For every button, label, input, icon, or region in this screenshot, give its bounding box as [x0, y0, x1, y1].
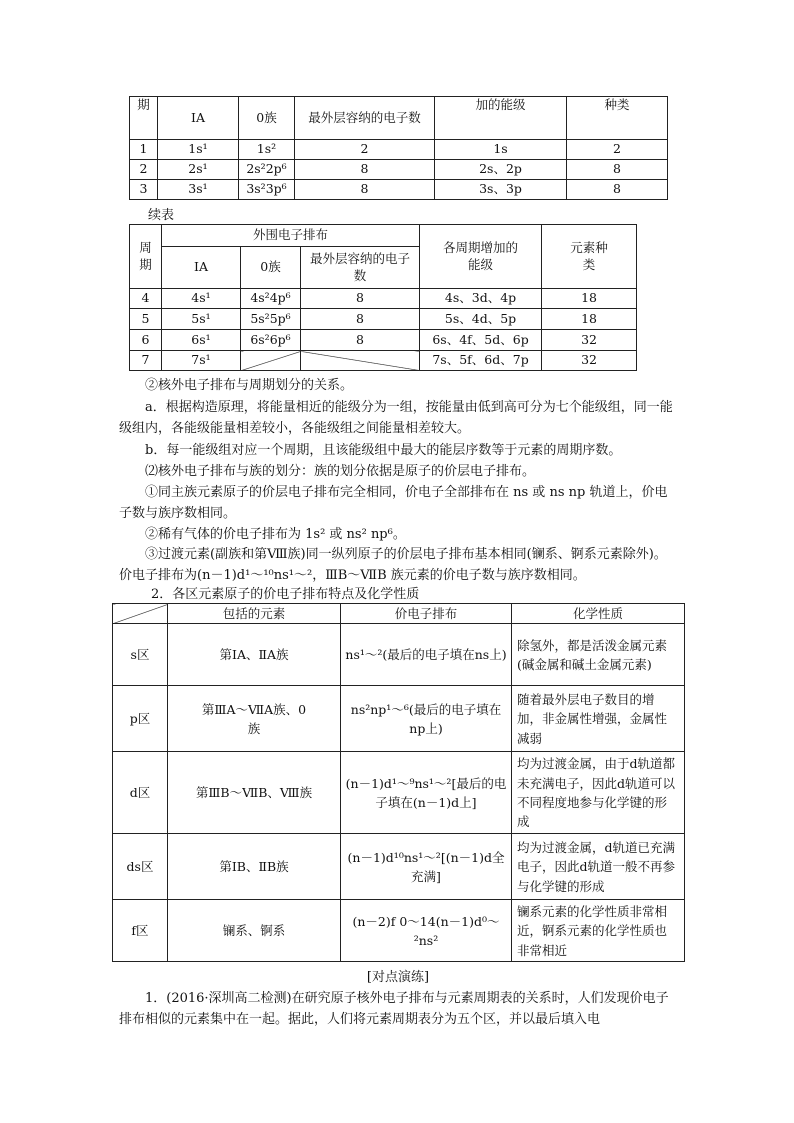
- table-row: [130, 140, 668, 160]
- header-period: 期: [130, 97, 158, 140]
- header-kinds: 种类: [567, 97, 668, 140]
- paragraph: ②核外电子排布与周期划分的关系。: [145, 378, 354, 393]
- header-group0: 0族: [239, 97, 295, 140]
- table-cell: 2: [567, 140, 668, 160]
- header-kinds: 元素种类: [542, 225, 637, 289]
- table-cell: 3s¹: [158, 180, 239, 200]
- paragraph: ②稀有气体的价电子排布为 1s² 或 ns² np⁶。: [145, 527, 406, 542]
- period-table-part2: [129, 224, 637, 371]
- table-cell: 8: [567, 180, 668, 200]
- paragraph: ⑵核外电子排布与族的划分：族的划分依据是原子的价层电子排布。: [145, 464, 536, 479]
- table-cell: 4s²4p⁶: [241, 289, 301, 309]
- practice-heading: [对点演练]: [366, 970, 430, 985]
- table-cell: ns²np¹～⁶(最后的电子填在np上): [341, 686, 512, 752]
- table-cell: 2s¹: [158, 160, 239, 180]
- table-cell: 7s、5f、6d、7p: [420, 351, 542, 371]
- table-cell: f区: [113, 900, 168, 962]
- table-cell: 第ⅠB、ⅡB族: [168, 834, 341, 900]
- header-chemical-props: 化学性质: [512, 604, 685, 624]
- header-elements: 包括的元素: [168, 604, 341, 624]
- table-cell: 3s、3p: [435, 180, 567, 200]
- table-cell: 2: [295, 140, 435, 160]
- table-cell: 6s²6p⁶: [241, 330, 301, 351]
- table-cell: 均为过渡金属，d轨道已充满电子，因此d轨道一般不再参与化学键的形成: [512, 834, 685, 900]
- empty-diagonal-cell: [241, 351, 301, 371]
- table-row: [130, 180, 668, 200]
- table-cell: 1s²: [239, 140, 295, 160]
- table-cell: ns¹～²(最后的电子填在ns上): [341, 624, 512, 686]
- table-row: [113, 900, 685, 962]
- empty-diagonal-cell: [113, 604, 168, 624]
- table-cell: 6s、4f、5d、6p: [420, 330, 542, 351]
- table-row: [113, 624, 685, 686]
- paragraph: ③过渡元素(副族和第Ⅷ族)同一纵列原子的价层电子排布基本相同(镧系、锕系元素除外)。价电子排布为(n－1)d¹～¹⁰ns¹～²，ⅢB～ⅦB 族元素的价电子数与族序数相同。: [119, 547, 667, 583]
- table-cell: 3: [130, 180, 158, 200]
- table-cell: d区: [113, 752, 168, 834]
- table-cell: 5s¹: [162, 309, 241, 330]
- table-cell: 镧系元素的化学性质非常相近，锕系元素的化学性质也非常相近: [512, 900, 685, 962]
- table-cell: 6s¹: [162, 330, 241, 351]
- table-cell: 第ⅢB～ⅦB、Ⅷ族: [168, 752, 341, 834]
- table-cell: 5s²5p⁶: [241, 309, 301, 330]
- table-cell: 4: [130, 289, 162, 309]
- header-ia: ⅠA: [162, 247, 241, 289]
- table-row: [130, 309, 637, 330]
- table-cell: 5: [130, 309, 162, 330]
- exercise-question: 1．(2016·深圳高二检测)在研究原子核外电子排布与元素周期表的关系时，人们发现价电子排布相似的元素集中在一起。据此，人们将元素周期表分为五个区，并以最后填入电: [119, 991, 669, 1027]
- table-cell: 18: [542, 309, 637, 330]
- empty-diagonal-cell: [301, 351, 420, 371]
- table-cell: 均为过渡金属，由于d轨道都未充满电子，因此d轨道可以不同程度地参与化学键的形成: [512, 752, 685, 834]
- table-cell: 32: [542, 330, 637, 351]
- table-cell: p区: [113, 686, 168, 752]
- paragraph: b．每一能级组对应一个周期，且该能级组中最大的能层序数等于元素的周期序数。: [145, 443, 622, 458]
- table-cell: 6: [130, 330, 162, 351]
- table-cell: 8: [301, 330, 420, 351]
- table-cell: 18: [542, 289, 637, 309]
- section-heading: 2．各区元素原子的价电子排布特点及化学性质: [151, 587, 420, 602]
- table-cell: 8: [301, 289, 420, 309]
- header-added-levels: 各周期增加的能级: [420, 225, 542, 289]
- header-period: 周期: [130, 225, 162, 289]
- header-outer-config: 外围电子排布: [162, 225, 420, 247]
- paragraph: a．根据构造原理，将能量相近的能级分为一组，按能量由低到高可分为七个能级组，同一能级组内，各能级能量相差较小，各能级组之间能量相差较大。: [119, 400, 673, 436]
- table-cell: 8: [295, 180, 435, 200]
- table-row: [113, 752, 685, 834]
- period-table-part1: [129, 96, 668, 200]
- table-row: [130, 351, 637, 371]
- header-ia: ⅠA: [158, 97, 239, 140]
- header-max-electrons: 最外层容纳的电子数: [301, 247, 420, 289]
- header-group0: 0族: [241, 247, 301, 289]
- header-max-electrons: 最外层容纳的电子数: [295, 97, 435, 140]
- table-cell: (n－2)f 0～14(n－1)d⁰～²ns²: [341, 900, 512, 962]
- table-cell: 8: [301, 309, 420, 330]
- table-cell: 2s、2p: [435, 160, 567, 180]
- table-cell: 除氢外，都是活泼金属元素(碱金属和碱土金属元素): [512, 624, 685, 686]
- table-cell: (n－1)d¹～⁹ns¹～²[最后的电子填在(n－1)d上]: [341, 752, 512, 834]
- table-cell: 4s、3d、4p: [420, 289, 542, 309]
- table-cell: 2: [130, 160, 158, 180]
- table-cell: 2s²2p⁶: [239, 160, 295, 180]
- table-row: [130, 330, 637, 351]
- table-row: [130, 289, 637, 309]
- table-row: [113, 686, 685, 752]
- table-row: [113, 834, 685, 900]
- table-cell: 5s、4d、5p: [420, 309, 542, 330]
- table-cell: 1s: [435, 140, 567, 160]
- table-cell: 4s¹: [162, 289, 241, 309]
- table-cell: 7: [130, 351, 162, 371]
- table-cell: 8: [567, 160, 668, 180]
- table-row: [130, 160, 668, 180]
- table-cell: ds区: [113, 834, 168, 900]
- table-cell: 3s²3p⁶: [239, 180, 295, 200]
- table-cell: 第ⅠA、ⅡA族: [168, 624, 341, 686]
- block-table: [112, 603, 685, 962]
- paragraph: ①同主族元素原子的价层电子排布完全相同，价电子全部排布在 ns 或 ns np 轨道上，价电子数与族序数相同。: [119, 485, 668, 521]
- table-cell: s区: [113, 624, 168, 686]
- table-caption-continued: 续表: [148, 208, 175, 223]
- table-cell: 32: [542, 351, 637, 371]
- header-valence-config: 价电子排布: [341, 604, 512, 624]
- table-cell: 1: [130, 140, 158, 160]
- table-cell: 镧系、锕系: [168, 900, 341, 962]
- header-added-levels: 加的能级: [435, 97, 567, 140]
- table-cell: 1s¹: [158, 140, 239, 160]
- table-cell: 第ⅢA～ⅦA族、0族: [168, 686, 341, 752]
- table-cell: 随着最外层电子数目的增加，非金属性增强，金属性减弱: [512, 686, 685, 752]
- table-cell: (n－1)d¹⁰ns¹～²[(n－1)d全充满]: [341, 834, 512, 900]
- table-cell: 8: [295, 160, 435, 180]
- table-cell: 7s¹: [162, 351, 241, 371]
